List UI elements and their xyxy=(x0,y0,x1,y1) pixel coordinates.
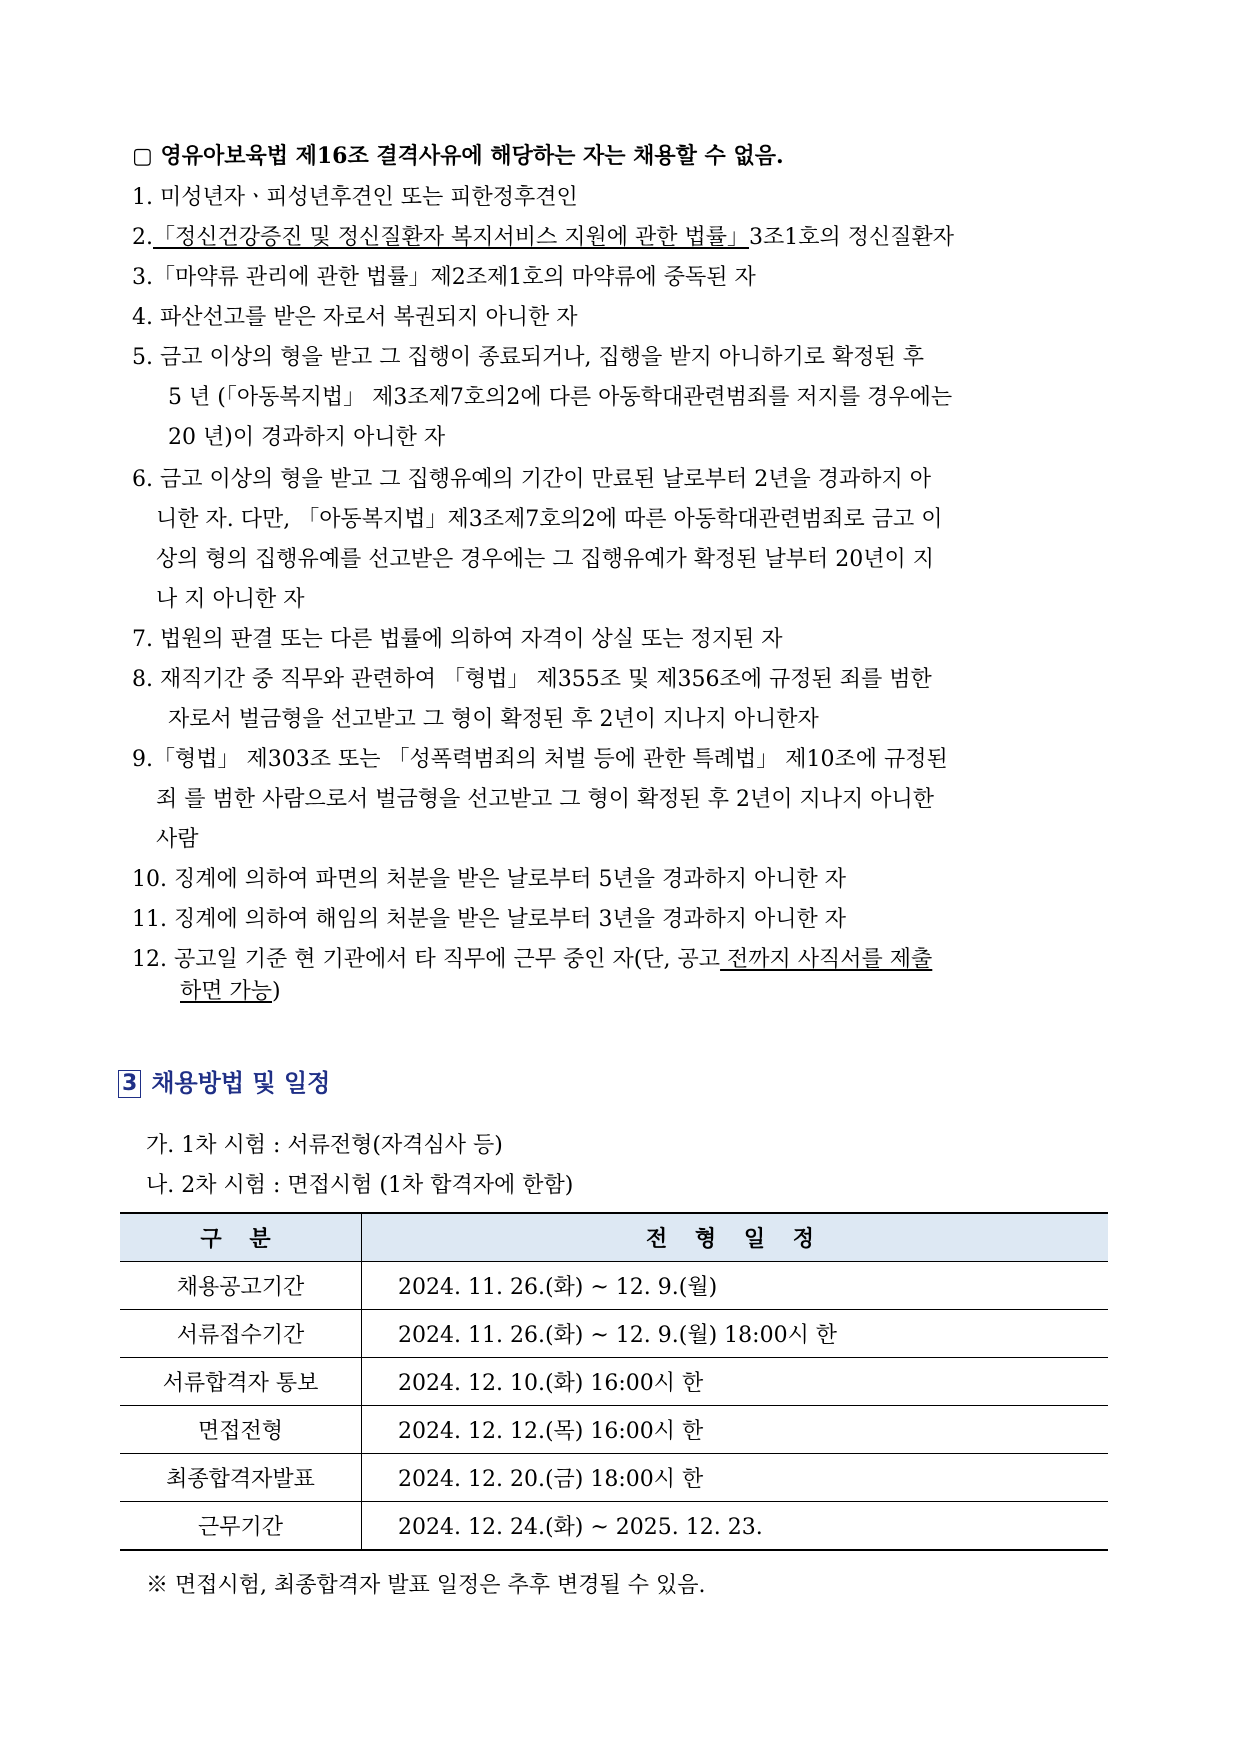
disqualification-item-9-line-3: 사람 xyxy=(156,827,199,852)
item-12-underlined-1: 전까지 사직서를 제출 xyxy=(720,947,933,972)
schedule-category-cell: 채용공고기간 xyxy=(120,1262,362,1310)
schedule-date-cell: 2024. 11. 26.(화) ~ 12. 9.(월) xyxy=(362,1262,1109,1310)
schedule-date-cell: 2024. 12. 20.(금) 18:00시 한 xyxy=(362,1454,1109,1502)
disqualification-item-5-line-1: 5. 금고 이상의 형을 받고 그 집행이 종료되거나, 집행을 받지 아니하기로 확정된 후 xyxy=(132,345,924,370)
item-2-law-title: 「정신건강증진 및 정신질환자 복지서비스 지원에 관한 법률」 xyxy=(153,225,750,250)
disqualification-item-12-line-2 xyxy=(180,976,281,1008)
schedule-category-cell: 면접전형 xyxy=(120,1406,362,1454)
disqualification-item-8-line-2: 자로서 벌금형을 선고받고 그 형이 확정된 후 2년이 지나지 아니한자 xyxy=(168,707,819,732)
table-row xyxy=(120,1454,1108,1502)
item-2-suffix: 3조1호의 정신질환자 xyxy=(749,225,955,250)
disqualification-item-6-line-1: 6. 금고 이상의 형을 받고 그 집행유예의 기간이 만료된 날로부터 2년을 경과하지 아 xyxy=(132,467,931,492)
disqualification-item-9-line-2: 죄 를 범한 사람으로서 벌금형을 선고받고 그 형이 확정된 후 2년이 지나지 아니한 xyxy=(156,787,934,812)
schedule-note: ※ 면접시험, 최종합격자 발표 일정은 추후 변경될 수 있음. xyxy=(146,1573,706,1598)
disqualification-item-4: 4. 파산선고를 받은 자로서 복권되지 아니한 자 xyxy=(132,305,578,330)
schedule-table xyxy=(120,1212,1108,1551)
schedule-header-date: 전 형 일 정 xyxy=(362,1213,1109,1262)
section-title xyxy=(118,1066,330,1100)
schedule-category-cell: 최종합격자발표 xyxy=(120,1454,362,1502)
disqualification-item-5-line-2: 5 년 (「아동복지법」 제3조제7호의2에 다른 아동학대관련범죄를 저지를 경우에는 xyxy=(168,385,953,410)
disqualification-item-11: 11. 징계에 의하여 해임의 처분을 받은 날로부터 3년을 경과하지 아니한 자 xyxy=(132,907,846,932)
selection-step-2: 나. 2차 시험 : 면접시험 (1차 합격자에 한함) xyxy=(146,1173,574,1198)
table-row xyxy=(120,1358,1108,1406)
disqualification-item-7: 7. 법원의 판결 또는 다른 법률에 의하여 자격이 상실 또는 정지된 자 xyxy=(132,627,783,652)
item-2-prefix: 2. xyxy=(132,225,153,250)
table-row xyxy=(120,1502,1108,1551)
item-12-suffix: ) xyxy=(272,979,281,1004)
section-title-text: 채용방법 및 일정 xyxy=(151,1069,331,1097)
schedule-header-row xyxy=(120,1213,1108,1262)
schedule-date-cell: 2024. 12. 12.(목) 16:00시 한 xyxy=(362,1406,1109,1454)
disqualification-item-6-line-3: 상의 형의 집행유예를 선고받은 경우에는 그 집행유예가 확정된 날부터 20년이 지 xyxy=(156,547,934,572)
section-number-box: 3 xyxy=(118,1070,141,1098)
disqualification-item-8-line-1: 8. 재직기간 중 직무와 관련하여 「형법」 제355조 및 제356조에 규정된 죄를 범한 xyxy=(132,667,932,692)
table-row xyxy=(120,1310,1108,1358)
schedule-category-cell: 근무기간 xyxy=(120,1502,362,1551)
disqualification-item-1: 1. 미성년자ㆍ피성년후견인 또는 피한정후견인 xyxy=(132,185,578,210)
selection-step-1: 가. 1차 시험 : 서류전형(자격심사 등) xyxy=(146,1133,503,1158)
disqualification-item-10: 10. 징계에 의하여 파면의 처분을 받은 날로부터 5년을 경과하지 아니한 자 xyxy=(132,867,846,892)
schedule-date-cell: 2024. 11. 26.(화) ~ 12. 9.(월) 18:00시 한 xyxy=(362,1310,1109,1358)
disqualification-item-12-line-1 xyxy=(132,944,932,976)
schedule-date-cell: 2024. 12. 10.(화) 16:00시 한 xyxy=(362,1358,1109,1406)
disqualification-heading: ▢ 영유아보육법 제16조 결격사유에 해당하는 자는 채용할 수 없음. xyxy=(132,143,784,169)
item-12-prefix: 12. 공고일 기준 현 기관에서 타 직무에 근무 중인 자(단, 공고 xyxy=(132,947,721,972)
table-row xyxy=(120,1262,1108,1310)
schedule-date-cell: 2024. 12. 24.(화) ~ 2025. 12. 23. xyxy=(362,1502,1109,1551)
disqualification-item-6-line-2: 니한 자. 다만, 「아동복지법」제3조제7호의2에 따른 아동학대관련범죄로 금고 이 xyxy=(156,507,943,532)
disqualification-item-6-line-4: 나 지 아니한 자 xyxy=(156,587,305,612)
disqualification-item-2 xyxy=(132,222,954,254)
table-row xyxy=(120,1406,1108,1454)
disqualification-item-5-line-3: 20 년)이 경과하지 아니한 자 xyxy=(168,425,446,450)
disqualification-item-9-line-1: 9.「형법」 제303조 또는 「성폭력범죄의 처벌 등에 관한 특례법」 제10조에 규정된 xyxy=(132,747,948,772)
schedule-header-category: 구 분 xyxy=(120,1213,362,1262)
disqualification-item-3: 3.「마약류 관리에 관한 법률」제2조제1호의 마약류에 중독된 자 xyxy=(132,265,756,290)
schedule-category-cell: 서류접수기간 xyxy=(120,1310,362,1358)
item-12-underlined-2: 하면 가능 xyxy=(180,979,273,1004)
schedule-category-cell: 서류합격자 통보 xyxy=(120,1358,362,1406)
